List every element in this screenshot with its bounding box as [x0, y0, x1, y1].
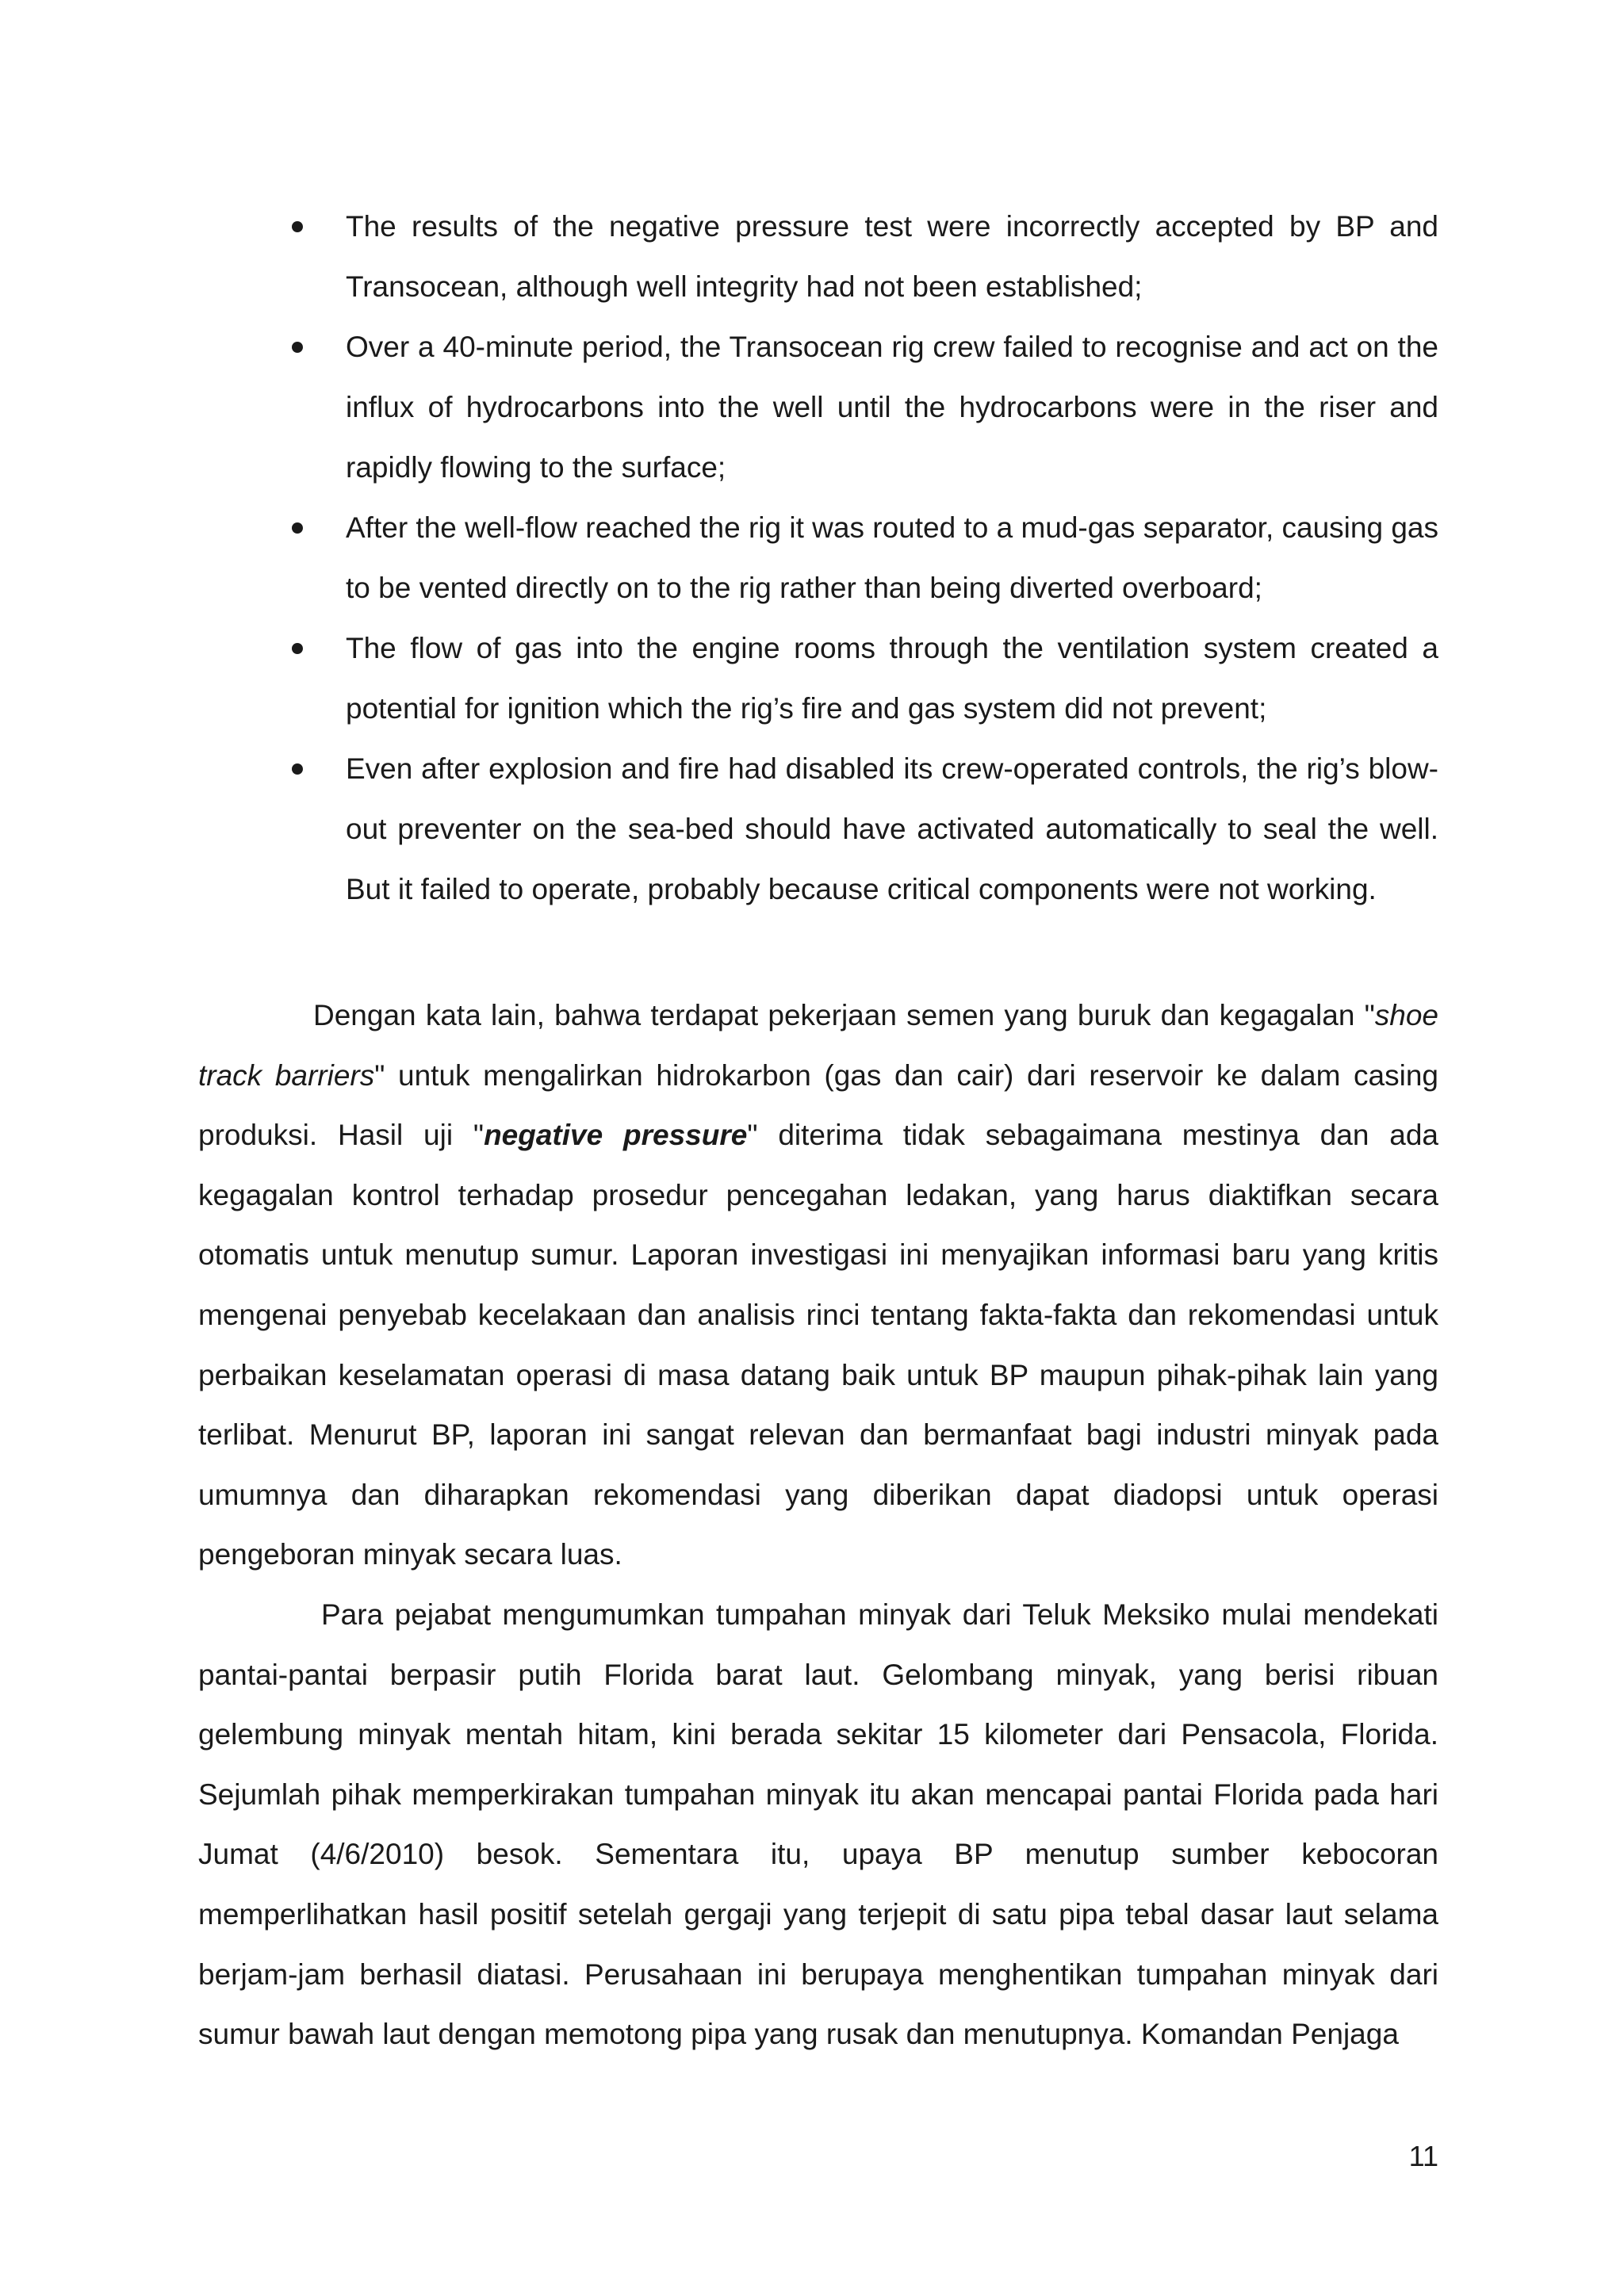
bullet-item [292, 618, 1438, 739]
italic-term: shoe track barriers [198, 999, 1438, 1092]
paragraph-text: " diterima tidak sebagaimana mestinya dan ada kegagalan kontrol terhadap prosedur pencegahan ledakan, yang harus diaktifkan secara otomatis untuk menutup sumur. Laporan investigasi ini menyajikan informasi baru yang kritis mengenai penyebab kecelakaan dan analisis rinci tentang fakta-fakta dan rekomendasi untuk perbaikan keselamatan operasi di masa datang baik untuk BP maupun pihak-pihak lain yang terlibat. Menurut BP, laporan ini sangat relevan dan bermanfaat bagi industri minyak pada umumnya dan diharapkan rekomendasi yang diberikan dapat diadopsi untuk operasi pengeboran minyak secara luas. [198, 1119, 1438, 1571]
body-paragraph-2 [198, 1585, 1438, 2064]
bullet-list [292, 197, 1438, 920]
bullet-item [292, 739, 1438, 920]
paragraph-text: Para pejabat mengumumkan tumpahan minyak dari Teluk Meksiko mulai mendekati pantai-pantai berpasir putih Florida barat laut. Gelombang minyak, yang berisi ribuan gelembung minyak mentah hitam, kini berada sekitar 15 kilometer dari Pensacola, Florida. Sejumlah pihak memperkirakan tumpahan minyak itu akan mencapai pantai Florida pada hari Jumat (4/6/2010) besok. Sementara itu, upaya BP menutup sumber kebocoran memperlihatkan hasil positif setelah gergaji yang terjepit di satu pipa tebal dasar laut selama berjam-jam berhasil diatasi. Perusahaan ini berupaya menghentikan tumpahan minyak dari sumur bawah laut dengan memotong pipa yang rusak dan menutupnya. Komandan Penjaga [198, 1598, 1438, 2051]
page-number: 11 [1408, 2140, 1438, 2172]
bullet-text: After the well-flow reached the rig it was routed to a mud-gas separator, causing gas to be vented directly on to the rig rather than being diverted overboard; [346, 511, 1438, 604]
bullet-dot-icon [292, 498, 303, 558]
bullet-text: Over a 40-minute period, the Transocean rig crew failed to recognise and act on the influx of hydrocarbons into the well until the hydrocarbons were in the riser and rapidly flowing to the surface; [346, 331, 1438, 484]
bullet-item [292, 317, 1438, 498]
bold-italic-term: negative pressure [484, 1119, 748, 1152]
paragraph-text: " untuk mengalirkan hidrokarbon (gas dan cair) dari reservoir ke dalam casing produksi. Hasil uji " [198, 1058, 1438, 1152]
paragraph-text: Dengan kata lain, bahwa terdapat pekerjaan semen yang buruk dan kegagalan " [313, 999, 1375, 1031]
bullet-item [292, 498, 1438, 618]
bullet-dot-icon [292, 317, 303, 377]
bullet-text: The flow of gas into the engine rooms through the ventilation system created a potential for ignition which the rig’s fire and gas system did not prevent; [346, 632, 1438, 725]
bullet-text: The results of the negative pressure test were incorrectly accepted by BP and Transocean, although well integrity had not been established; [346, 210, 1438, 303]
bullet-item [292, 197, 1438, 317]
bullet-dot-icon [292, 197, 303, 257]
body-paragraph-1 [198, 985, 1438, 1585]
bullet-dot-icon [292, 618, 303, 679]
bullet-text: Even after explosion and fire had disabled its crew-operated controls, the rig’s blow-out preventer on the sea-bed should have activated automatically to seal the well. But it failed to operate, probably because critical components were not working. [346, 752, 1438, 905]
bullet-dot-icon [292, 739, 303, 799]
